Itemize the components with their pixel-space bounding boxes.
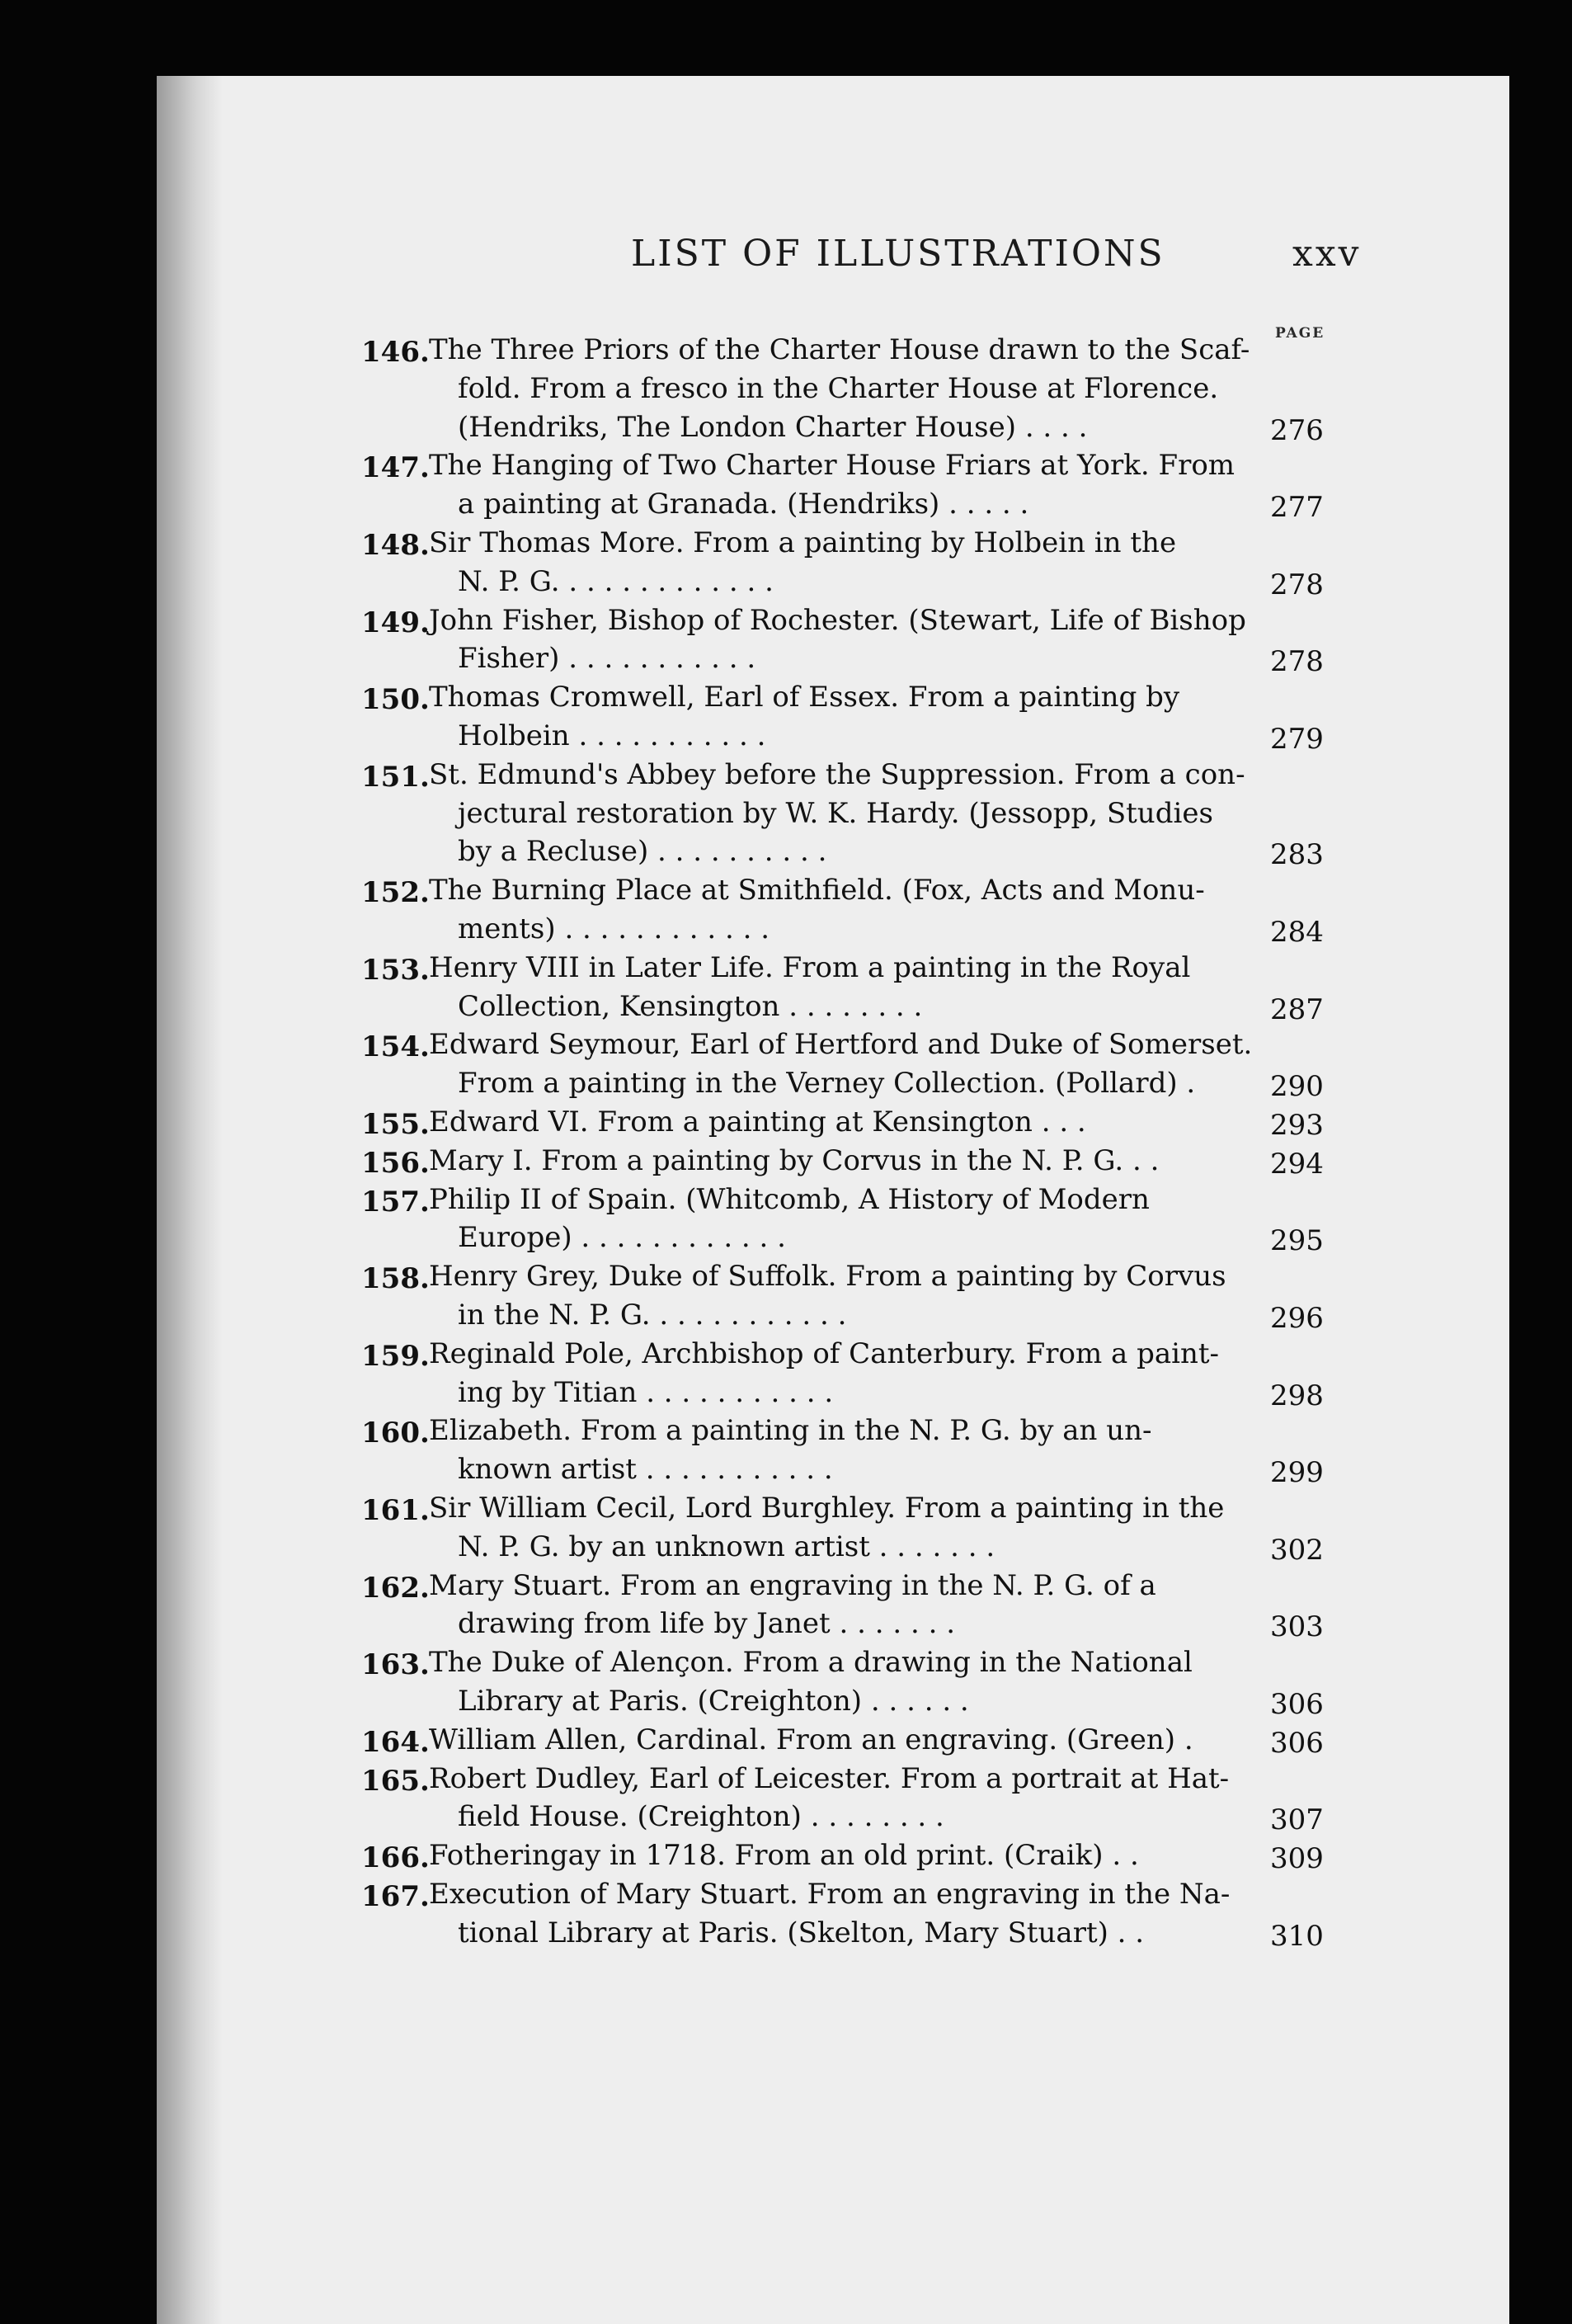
entry-text-line: Edward Seymour, Earl of Hertford and Duke of Somerset. <box>429 1028 1253 1062</box>
entry-text-line: Philip II of Spain. (Whitcomb, A History of Modern <box>429 1182 1150 1216</box>
entry-text-line: Edward VI. From a painting at Kensington . . . <box>429 1105 1086 1138</box>
entry-text-line: drawing from life by Janet . . . . . . . <box>458 1607 956 1641</box>
page-column-label: PAGE <box>1275 325 1325 342</box>
entry-page-number: 294 <box>1270 1147 1324 1181</box>
entry-page-number: 279 <box>1270 722 1324 756</box>
entry-text-line: by a Recluse) . . . . . . . . . . <box>458 835 827 869</box>
page-header <box>157 233 1509 282</box>
entry-text-line: Reginald Pole, Archbishop of Canterbury. From a paint- <box>429 1336 1220 1370</box>
entry-text-line: Henry Grey, Duke of Suffolk. From a painting by Corvus <box>429 1260 1226 1294</box>
entry-number: 154. <box>361 1030 430 1064</box>
running-title: LIST OF ILLUSTRATIONS <box>631 233 1165 275</box>
entry-text-line: field House. (Creighton) . . . . . . . . <box>458 1800 944 1834</box>
entry-text-line: Europe) . . . . . . . . . . . . <box>458 1221 786 1255</box>
entry-page-number: 284 <box>1270 915 1324 949</box>
entry-text-line: The Hanging of Two Charter House Friars at York. From <box>429 449 1235 483</box>
entry-text-line: fold. From a fresco in the Charter House at Florence. <box>458 371 1219 405</box>
entry-page-number: 302 <box>1270 1533 1324 1567</box>
entry-text-line: Mary I. From a painting by Corvus in the N. P. G. . . <box>429 1143 1160 1177</box>
entry-text-line: William Allen, Cardinal. From an engraving. (Green) . <box>429 1723 1193 1756</box>
entry-text-line: ing by Titian . . . . . . . . . . . <box>458 1375 834 1409</box>
entry-text-line: Thomas Cromwell, Earl of Essex. From a painting by <box>429 681 1180 714</box>
entry-number: 163. <box>361 1648 430 1682</box>
entry-text-line: Fisher) . . . . . . . . . . . <box>458 642 756 676</box>
entry-text-line: (Hendriks, The London Charter House) . . . . <box>458 410 1088 444</box>
entry-text-line: Henry VIII in Later Life. From a painting in the Royal <box>429 950 1191 984</box>
entry-text-line: ments) . . . . . . . . . . . . <box>458 912 770 945</box>
entry-page-number: 309 <box>1270 1842 1324 1876</box>
entry-number: 153. <box>361 953 430 987</box>
entry-page-number: 283 <box>1270 838 1324 872</box>
entry-text-line: in the N. P. G. . . . . . . . . . . . <box>458 1298 847 1332</box>
entry-number: 160. <box>361 1417 430 1450</box>
entry-text-line: Sir William Cecil, Lord Burghley. From a painting in the <box>429 1492 1225 1525</box>
entry-page-number: 277 <box>1270 491 1324 525</box>
entry-text-line: Execution of Mary Stuart. From an engraving in the Na- <box>429 1878 1231 1911</box>
entry-number: 157. <box>361 1185 430 1219</box>
entry-text-line: The Burning Place at Smithfield. (Fox, Acts and Monu- <box>429 874 1205 907</box>
entry-text-line: John Fisher, Bishop of Rochester. (Stewart, Life of Bishop <box>429 603 1246 637</box>
entry-number: 167. <box>361 1880 430 1913</box>
entry-text-line: From a painting in the Verney Collection. (Pollard) . <box>458 1067 1196 1101</box>
entry-number: 159. <box>361 1339 430 1373</box>
entry-text-line: The Three Priors of the Charter House drawn to the Scaf- <box>429 333 1250 366</box>
entry-text-line: St. Edmund's Abbey before the Suppression. From a con- <box>429 757 1245 791</box>
entry-number: 161. <box>361 1494 430 1527</box>
page-gutter-shadow <box>157 76 223 2324</box>
entry-page-number: 276 <box>1270 413 1324 447</box>
entry-number: 162. <box>361 1571 430 1605</box>
entry-page-number: 290 <box>1270 1070 1324 1104</box>
entry-number: 155. <box>361 1108 430 1141</box>
entry-page-number: 278 <box>1270 645 1324 679</box>
entry-text-line: jectural restoration by W. K. Hardy. (Jessopp, Studies <box>458 796 1213 830</box>
entry-page-number: 310 <box>1270 1919 1324 1953</box>
entry-text-line: tional Library at Paris. (Skelton, Mary Stuart) . . <box>458 1916 1145 1949</box>
entry-page-number: 299 <box>1270 1456 1324 1490</box>
entry-text-line: Holbein . . . . . . . . . . . <box>458 719 766 752</box>
entry-number: 146. <box>361 336 430 369</box>
entry-text-line: The Duke of Alençon. From a drawing in the National <box>429 1646 1193 1680</box>
entry-page-number: 303 <box>1270 1610 1324 1644</box>
entry-number: 152. <box>361 876 430 910</box>
entry-page-number: 296 <box>1270 1301 1324 1335</box>
entry-page-number: 287 <box>1270 992 1324 1026</box>
entry-page-number: 306 <box>1270 1726 1324 1760</box>
entry-text-line: Collection, Kensington . . . . . . . . <box>458 989 923 1023</box>
entry-page-number: 298 <box>1270 1379 1324 1412</box>
page-number: xxv <box>1292 233 1362 275</box>
entry-text-line: Robert Dudley, Earl of Leicester. From a portrait at Hat- <box>429 1761 1230 1795</box>
entry-number: 149. <box>361 606 430 639</box>
entry-text-line: a painting at Granada. (Hendriks) . . . . . <box>458 488 1029 521</box>
entry-page-number: 306 <box>1270 1687 1324 1721</box>
entry-text-line: known artist . . . . . . . . . . . <box>458 1453 833 1487</box>
entry-number: 165. <box>361 1764 430 1798</box>
entry-number: 158. <box>361 1262 430 1296</box>
entry-page-number: 278 <box>1270 568 1324 601</box>
entry-text-line: Fotheringay in 1718. From an old print. (Craik) . . <box>429 1839 1139 1873</box>
entry-page-number: 295 <box>1270 1224 1324 1258</box>
entry-text-line: Library at Paris. (Creighton) . . . . . . <box>458 1684 969 1718</box>
entry-text-line: Mary Stuart. From an engraving in the N. P. G. of a <box>429 1568 1156 1602</box>
entry-text-line: Elizabeth. From a painting in the N. P. G. by an un- <box>429 1414 1152 1448</box>
entry-number: 156. <box>361 1146 430 1180</box>
entry-page-number: 307 <box>1270 1803 1324 1837</box>
entry-number: 147. <box>361 451 430 485</box>
entry-number: 148. <box>361 529 430 562</box>
entry-number: 151. <box>361 760 430 794</box>
entry-text-line: N. P. G. . . . . . . . . . . . . <box>458 564 774 598</box>
entry-page-number: 293 <box>1270 1109 1324 1142</box>
entry-text-line: Sir Thomas More. From a painting by Holbein in the <box>429 526 1177 559</box>
entry-number: 150. <box>361 683 430 717</box>
book-page <box>157 76 1509 2324</box>
entry-text-line: N. P. G. by an unknown artist . . . . . . . <box>458 1530 995 1563</box>
entry-number: 164. <box>361 1725 430 1759</box>
entry-number: 166. <box>361 1841 430 1875</box>
